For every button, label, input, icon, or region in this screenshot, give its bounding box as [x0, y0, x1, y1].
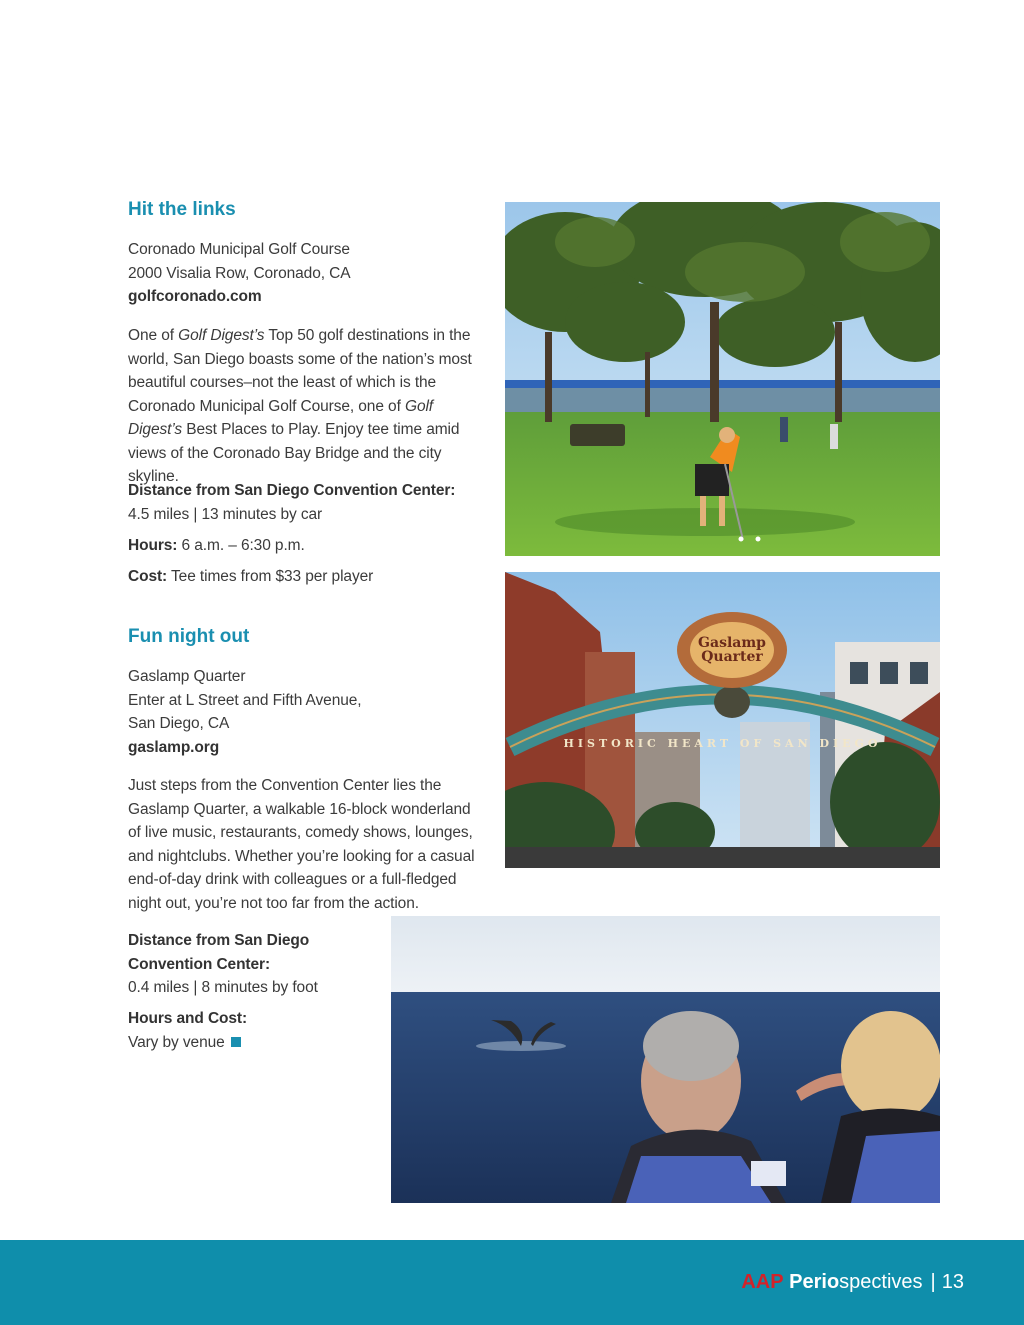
golf-distance: [128, 479, 498, 526]
night-heading: Fun night out: [128, 626, 250, 647]
golf-hours: Hours: 6 a.m. – 6:30 p.m.: [128, 537, 305, 554]
night-hours-cost-label: Hours and Cost:: [128, 1010, 248, 1027]
footer-perio: Perio: [789, 1271, 840, 1293]
footer-publication: [741, 1271, 964, 1294]
page-number: 13: [941, 1271, 964, 1293]
golf-venue-block: [128, 238, 488, 309]
night-distance-label-2: Convention Center:: [128, 955, 271, 973]
golf-cost: Cost: Tee times from $33 per player: [128, 568, 374, 585]
gaslamp-arch-photo: [505, 572, 940, 868]
golf-distance-value: 4.5 miles | 13 minutes by car: [128, 505, 323, 523]
golf-website-link[interactable]: golfcoronado.com: [128, 288, 262, 305]
golf-course-photo: [505, 202, 940, 556]
night-venue: Gaslamp Quarter: [128, 668, 246, 685]
night-website-link[interactable]: gaslamp.org: [128, 738, 220, 756]
night-hours-cost-value: Vary by venue: [128, 1031, 488, 1055]
footer-bar: [0, 1240, 1024, 1325]
whale-watching-photo: [391, 916, 940, 1203]
night-description: Just steps from the Convention Center lies the Gaslamp Quarter, a walkable 16-block wonderland of live music, restaurants, comedy shows, lounges, and nightclubs. Whether you’re looking for a casual end-of-day drink with colleagues or a full-fledged night out, you’re not too far from the action.: [128, 777, 475, 912]
gaslamp-arch-text: HISTORIC HEART OF SAN DIEGO: [563, 737, 882, 750]
night-address-line-2: San Diego, CA: [128, 715, 230, 732]
night-address-line-1: Enter at L Street and Fifth Avenue,: [128, 691, 362, 709]
night-venue-block: [128, 665, 488, 759]
footer-spectives: spectives: [839, 1271, 923, 1293]
gaslamp-logo-text: Gaslamp Quarter: [698, 635, 766, 665]
footer-aap: AAP: [741, 1271, 784, 1293]
night-distance-value: 0.4 miles | 8 minutes by foot: [128, 979, 318, 996]
night-distance-label-1: Distance from San Diego: [128, 932, 310, 949]
golf-venue: Coronado Municipal Golf Course: [128, 241, 350, 258]
footer-separator: |: [930, 1271, 936, 1293]
golf-description: One of Golf Digest’s Top 50 golf destinations in the world, San Diego boasts some of the nation’s most beautiful courses–not the least of which is the Coronado Municipal Golf Course, one of Golf Digest’s Best Places to Play. Enjoy tee time amid views of the Coronado Bay Bridge and the city skyline.: [128, 327, 472, 485]
golf-address: 2000 Visalia Row, Coronado, CA: [128, 264, 351, 282]
golf-distance-label: Distance from San Diego Convention Center:: [128, 482, 456, 499]
golf-heading: Hit the links: [128, 199, 236, 220]
end-mark-square: [231, 1037, 241, 1047]
